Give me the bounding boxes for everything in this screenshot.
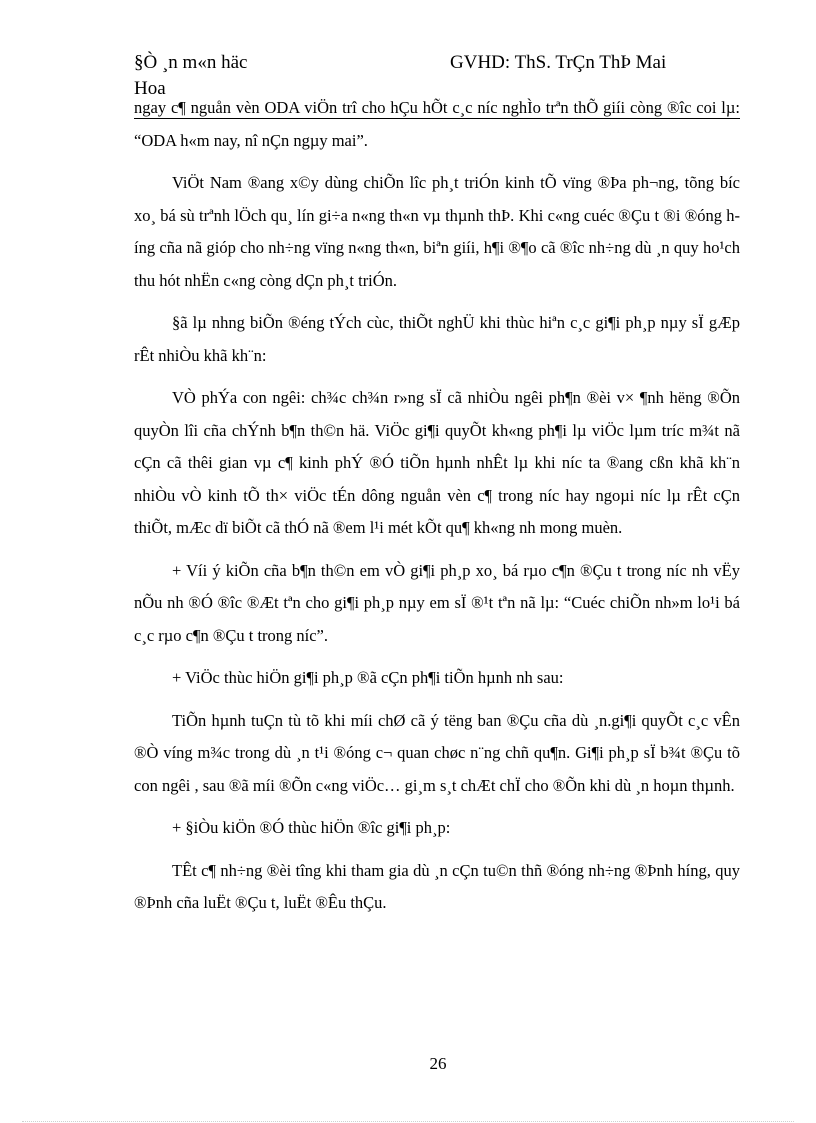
header-advisor-wrap: Hoa bbox=[134, 78, 166, 99]
header-course-label: §Ò ¸n m«n häc bbox=[134, 52, 248, 73]
page-number: 26 bbox=[429, 1054, 447, 1073]
paragraph: + §iÒu kiÖn ®Ó thùc hiÖn ®îc gi¶i ph¸p: bbox=[172, 818, 451, 837]
paragraph: §ã lµ nhng biÕn ®éng tÝch cùc, thiÕt nghÜ khi thùc hiªn c¸c gi¶i ph¸p nµy sÏ gÆp rÊt nhiÒu khã kh¨n: bbox=[134, 313, 740, 365]
paragraph: ViÖt Nam ®ang x©y dùng chiÕn lîc ph¸t triÓn kinh tÕ vïng ®Þa ph¬ng, tõng bíc xo¸ bá sù trªnh lÖch qu¸ lín gi÷a n«ng th«n vµ thµnh thÞ. Khi c«ng cuéc ®Çu t ®i ®óng híng cña nã gióp cho nh÷ng vïng n«ng th«n, biªn giíi, h¶i ®¶o cã ®îc nh÷ng dù ¸n quy ho¹ch thu hót nhËn c«ng còng dÇn ph¸t triÓn. bbox=[134, 173, 740, 290]
paragraph: + Víi ý kiÕn cña b¶n th©n em vÒ gi¶i ph¸p xo¸ bá rµo c¶n ®Çu t trong níc nh vËy nÕu nh ®Ó ®îc ®Æt tªn cho gi¶i ph¸p nµy em sÏ ®¹t tªn nã lµ: “Cuéc chiÕn nh»m lo¹i bá c¸c rµo c¶n ®Çu t trong níc”. bbox=[134, 560, 740, 645]
paragraph: + ViÖc thùc hiÖn gi¶i ph¸p ®ã cÇn ph¶i tiÕn hµnh nh sau: bbox=[172, 668, 564, 687]
paragraph: VÒ phÝa con ngêi: ch¾c ch¾n r»ng sÏ cã nhiÒu ngêi ph¶n ®èi v× ¶nh hëng ®Õn quyÒn lîi cña chÝnh b¶n th©n hä. ViÖc gi¶i quyÕt kh«ng ph¶i lµ viÖc lµm tríc m¾t nã cÇn cã thêi gian vµ c¶ kinh phÝ ®Ó tiÕn hµnh nhÊt lµ khi níc ta ®ang cßn khã kh¨n nhiÒu vÒ kinh tÕ th× viÖc tÉn dông nguån vèn c¶ trong níc hay ngoµi níc lµ rÊt cÇn thiÕt, mÆc dï biÕt cã thÓ nã ®em l¹i mét kÕt qu¶ kh«ng nh mong muèn. bbox=[134, 388, 740, 537]
page-bottom-border bbox=[22, 1121, 794, 1122]
paragraph: ngay c¶ nguån vèn ODA viÖn trî cho hÇu hÕt c¸c níc nghÌo trªn thÕ giíi còng ®îc coi lµ: “ODA h«m nay, nî nÇn ngµy mai”. bbox=[134, 98, 740, 150]
document-body bbox=[134, 92, 740, 930]
paragraph: TiÕn hµnh tuÇn tù tõ khi míi chØ cã ý tëng ban ®Çu cña dù ¸n.gi¶i quyÕt c¸c vÊn ®Ò víng m¾c trong dù ¸n t¹i ®óng c¬ quan chøc n¨ng chñ qu¶n. Gi¶i ph¸p sÏ b¾t ®Çu tõ con ngêi , sau ®ã míi ®Õn c«ng viÖc… gi¸m s¸t chÆt chÏ cho ®Õn khi dù ¸n hoµn thµnh. bbox=[134, 710, 740, 795]
paragraph: TÊt c¶ nh÷ng ®èi tîng khi tham gia dù ¸n cÇn tu©n thñ ®óng nh÷ng ®Þnh híng, quy ®Þnh cña luËt ®Çu t, luËt ®Êu thÇu. bbox=[134, 860, 740, 912]
header-advisor: GVHD: ThS. TrÇn ThÞ Mai bbox=[450, 52, 667, 73]
